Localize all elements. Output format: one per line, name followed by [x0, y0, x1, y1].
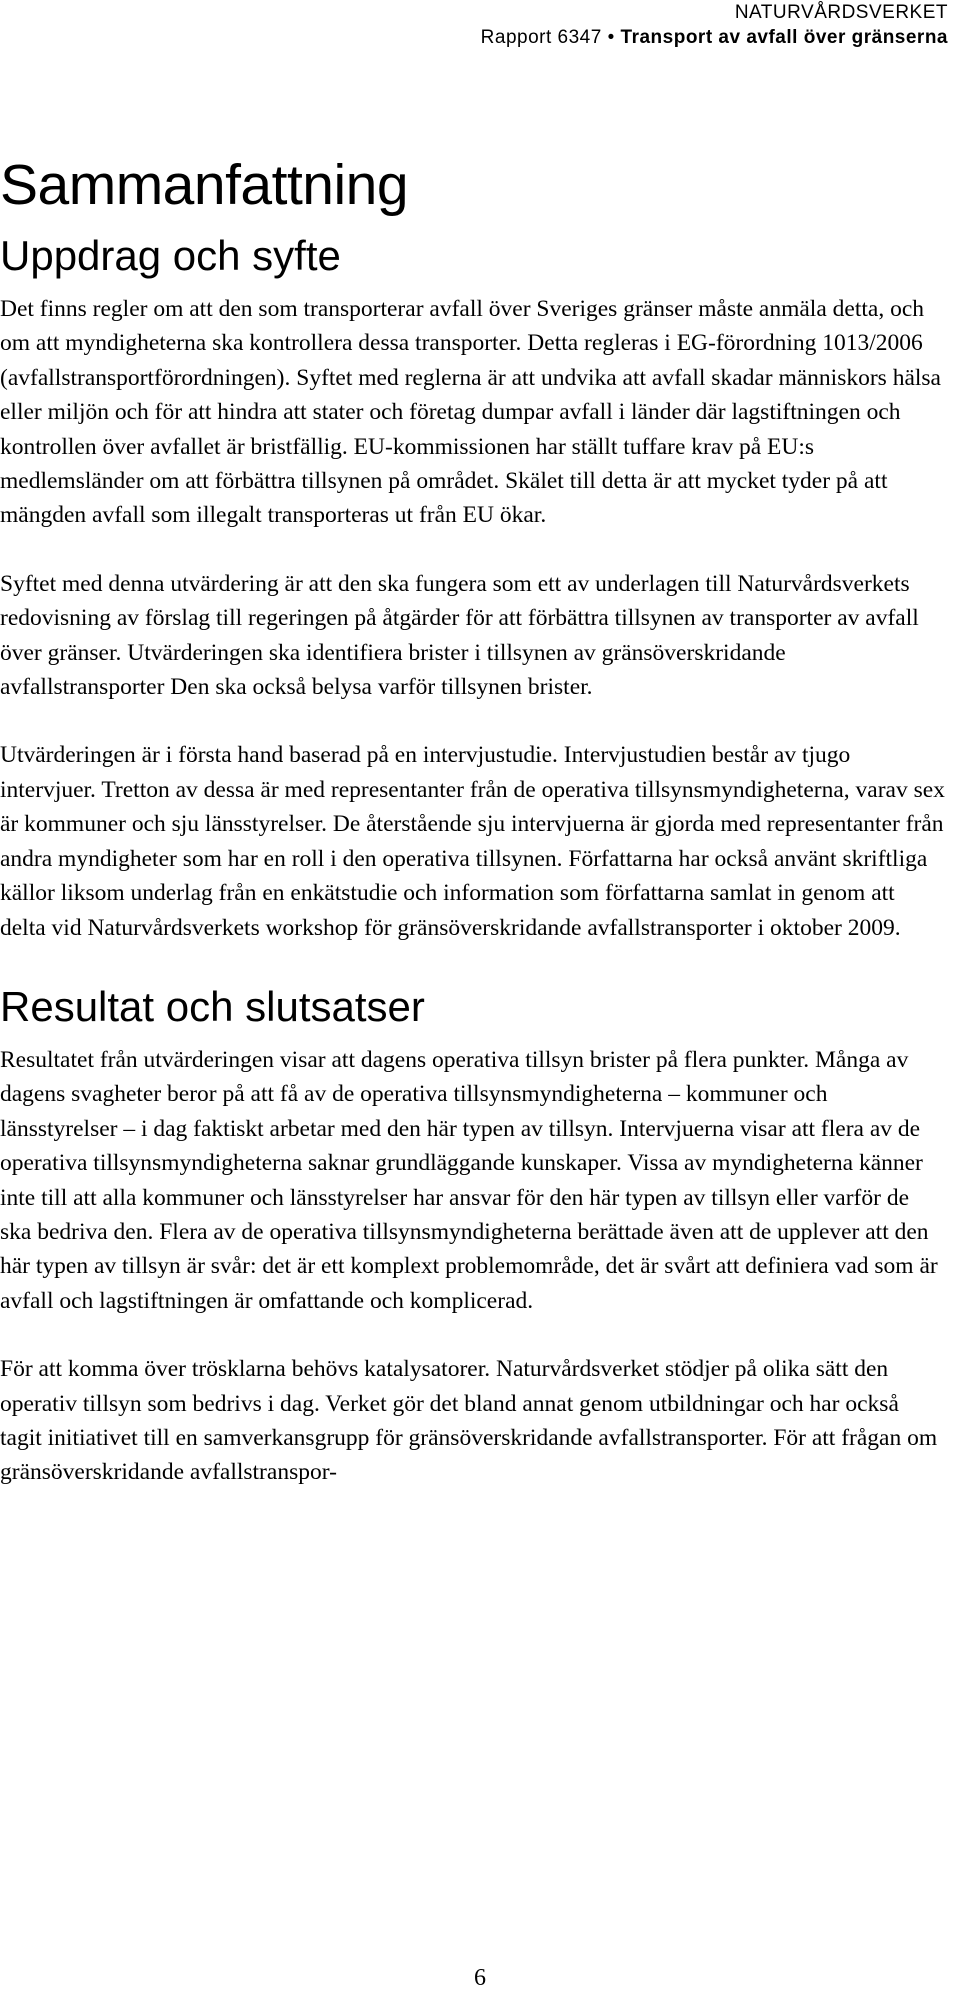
page-number: 6 [474, 1965, 486, 1991]
header-organization: NATURVÅRDSVERKET [734, 2, 948, 23]
running-header [481, 0, 948, 50]
section-heading-resultat: Resultat och slutsatser [0, 982, 425, 1030]
section-heading-uppdrag: Uppdrag och syfte [0, 232, 341, 279]
paragraph: Utvärderingen är i första hand baserad på en intervjustudie. Intervjustudien består av tjugo intervjuer. Tretton av dessa är med representanter från de operativa tillsynsmyndigheterna, varav sex är kommuner och sju länsstyrelser. De återstående sju intervjuerna är gjorda med representanter från andra myndigheter som har en roll i den operativa tillsynen. Författarna har också använt skriftliga källor liksom underlag från en enkätstudie och information som författarna samlat in genom att delta vid Naturvårdsverkets workshop för gränsöverskridande avfallstransporter i oktober 2009. [0, 742, 945, 941]
paragraph: Det finns regler om att den som transporterar avfall över Sveriges gränser måste anmäla detta, och om att myndigheterna ska kontrollera dessa transporter. Detta regleras i EG-förordning 1013/2006 (avfallstransportförordningen). Syftet med reglerna är att undvika att avfall skadar människors hälsa eller miljön och för att hindra att stater och företag dumpar avfall i länder där lagstiftningen och kontrollen över avfallet är bristfällig. EU-kommissionen har ställt tuffare krav på EU:s medlemsländer om att förbättra tillsynen på området. Skälet till detta är att mycket tyder på att mängden avfall som illegalt transporteras ut från EU ökar. [0, 296, 941, 529]
paragraph: Resultatet från utvärderingen visar att dagens operativa tillsyn brister på flera punkter. Många av dagens svagheter beror på att få av de operativa tillsynsmyndigheterna – kommuner och länsstyrelser – i dag faktiskt arbetar med den här typen av tillsyn. Intervjuerna visar att flera av de operativa tillsynsmyndigheterna saknar grundläggande kunskaper. Vissa av myndigheterna känner inte till att alla kommuner och länsstyrelser har ansvar för den här typen av tillsyn eller varför de ska bedriva den. Flera av de operativa tillsynsmyndigheterna berättade även att de upplever att den här typen av tillsyn är svår: det är ett komplext problemområde, det är svårt att definiera vad som är avfall och lagstiftningen är omfattande och komplicerad. [0, 1046, 938, 1314]
header-report-number: Rapport 6347 [480, 27, 602, 48]
header-report-line [481, 25, 948, 50]
header-bullet: • [607, 27, 615, 48]
page-title: Sammanfattning [0, 153, 409, 217]
paragraph: För att komma över trösklarna behövs katalysatorer. Naturvårdsverket stödjer på olika sätt den operativ tillsyn som bedrivs i dag. Verket gör det bland annat genom utbildningar och har också tagit initiativet till en samverkansgrupp för gränsöverskridande avfallstransporter. För att frågan om gränsöverskridande avfallstranspor- [0, 1356, 938, 1486]
header-report-title: Transport av avfall över gränserna [620, 27, 948, 48]
paragraph: Syftet med denna utvärdering är att den ska fungera som ett av underlagen till Naturvårdsverkets redovisning av förslag till regeringen på åtgärder för att förbättra tillsynen av transporter av avfall över gränser. Utvärderingen ska identifiera brister i tillsynen av gränsöverskridande avfallstransporter Den ska också belysa varför tillsynen brister. [0, 570, 919, 701]
page-content [0, 150, 946, 1524]
